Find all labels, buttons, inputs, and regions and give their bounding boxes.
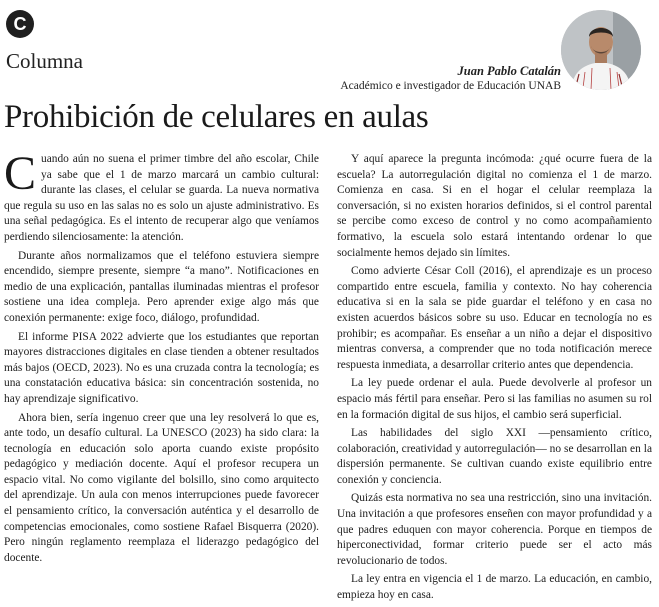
- article-paragraph: Ahora bien, sería ingenuo creer que una ley resolverá lo que es, ante todo, un desafío cultural. La UNESCO (2023) ha sido clara: la tecnología en educación solo aporta cuando existe propósito pedagógico y mediación docente. Aquí el profesor recupera un espacio vital. No como vigilante del bolsillo, sino como arquitecto del aprendizaje. Un aula con menos interrupciones puede favorecer el pensamiento crítico, la conversación auténtica y el desarrollo de competencias emocionales, como sostiene Rafael Bisquerra (2020). Pero ningún reglamento reemplaza el liderazgo pedagógico del docente.: [4, 411, 319, 564]
- section-label: Columna: [6, 49, 83, 73]
- author-role: Académico e investigador de Educación UNAB: [340, 80, 561, 92]
- article-column-right: [337, 152, 652, 607]
- drop-cap: C: [4, 147, 37, 200]
- author-portrait-image: [561, 10, 641, 90]
- author-name: Juan Pablo Catalán: [457, 64, 561, 78]
- article-paragraph: El informe PISA 2022 advierte que los estudiantes que reportan mayores distracciones digitales en clase tienden a obtener resultados más bajos (OECD, 2023). No es una cruzada contra la tecnología; es una constatación educativa básica: sin concentración sostenida, no hay aprendizaje significativo.: [4, 330, 319, 405]
- article-title: Prohibición de celulares en aulas: [4, 99, 429, 135]
- author-photo: [561, 10, 641, 90]
- article-paragraph: Las habilidades del siglo XXI —pensamiento crítico, colaboración, creatividad y autorregulación— no se desarrollan en la dispersión permanente. Se cultivan cuando existe equilibrio entre conexión y conciencia.: [337, 427, 652, 486]
- article-paragraph: Quizás esta normativa no sea una restricción, sino una invitación. Una invitación a que profesores enseñen con mayor profundidad y a que padres eduquen con mayor coherencia. Porque en tiempos de hiperconectividad, formar criterio puede ser el acto más revolucionario de todos.: [337, 492, 652, 567]
- article-paragraph: Como advierte César Coll (2016), el aprendizaje es un proceso compartido entre escuela, familia y contexto. No hay coherencia educativa si en la sala se pide guardar el teléfono y en casa no existen acuerdos básicos sobre su uso. Educar en tecnología no es prohibir; es acompañar. Es enseñar a un niño a dejar el dispositivo mientras conversa, a comprender que no toda notificación merece respuesta inmediata, a desarrollar criterio antes que dependencia.: [337, 265, 652, 371]
- column-badge: C: [6, 10, 34, 38]
- article-paragraph: Y aquí aparece la pregunta incómoda: ¿qué ocurre fuera de la escuela? La autorregulación digital no comienza el 1 de marzo. Comienza en casa. Si en el hogar el celular reemplaza la conversación, si no existen horarios definidos, si el control parental se percibe como exceso de control y no como acompañamiento formativo, la escuela solo estará intentando ordenar lo que socialmente hemos dejado sin límites.: [337, 153, 652, 259]
- article-paragraph: Cuando aún no suena el primer timbre del año escolar, Chile ya sabe que el 1 de marzo marcará un cambio cultural: durante las clases, el celular se guarda. La nueva normativa que regula su uso en las salas no es solo un ajuste administrativo. Es una señal pedagógica. Es el intento de recuperar algo que veníamos perdiendo silenciosamente: la atención.: [4, 147, 319, 243]
- article-paragraph: Durante años normalizamos que el teléfono estuviera siempre encendido, siempre presente, siempre “a mano”. Notificaciones en medio de una explicación, pantallas iluminadas mientras el profesor sostiene una idea compleja. Pero aprender exige algo más que conexión permanente: exige foco, diálogo, profundidad.: [4, 249, 319, 324]
- article-paragraph: La ley entra en vigencia el 1 de marzo. La educación, en cambio, empieza hoy en casa.: [337, 573, 652, 602]
- article-column-left: [4, 147, 319, 569]
- column-header: [0, 0, 659, 100]
- article-paragraph: La ley puede ordenar el aula. Puede devolverle al profesor un espacio más fértil para enseñar. Pero si las familias no asumen su rol en la formación digital de sus hijos, el cambio será superficial.: [337, 377, 652, 421]
